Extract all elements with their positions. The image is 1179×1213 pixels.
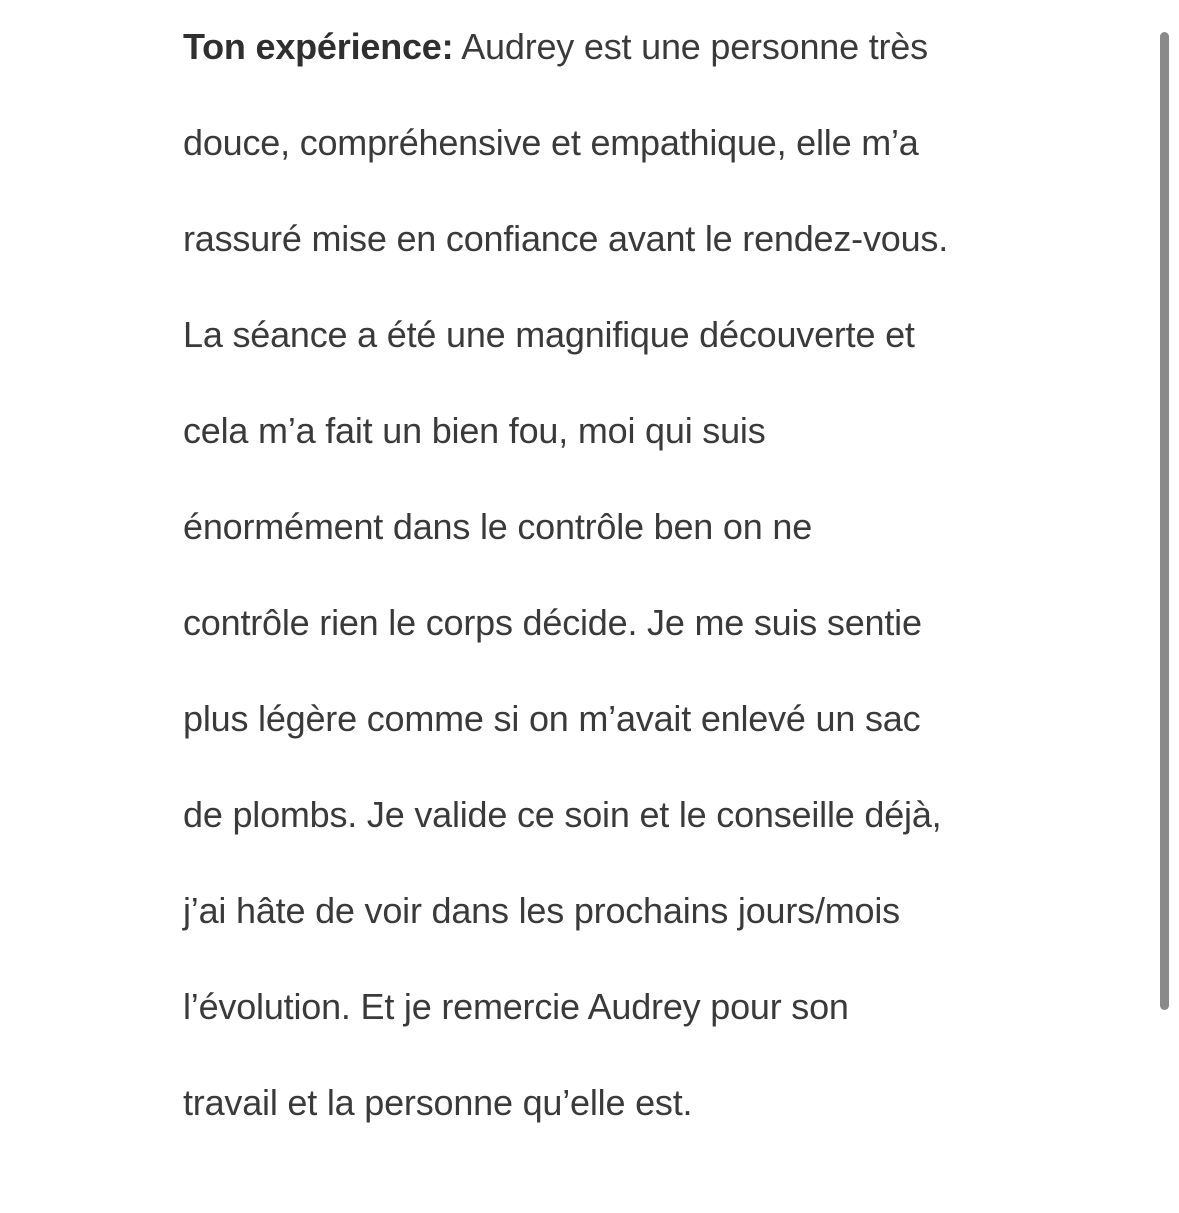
review-line: plus légère comme si on m’avait enlevé un sac (183, 698, 921, 739)
review-line-text: Audrey est une personne très (453, 26, 928, 67)
review-line: cela m’a fait un bien fou, moi qui suis (183, 410, 766, 451)
review-text-block (183, 18, 1023, 1170)
review-line (183, 18, 1023, 114)
review-line: de plombs. Je valide ce soin et le conseille déjà, (183, 794, 942, 835)
review-line: douce, compréhensive et empathique, elle m’a (183, 122, 919, 163)
review-line: j’ai hâte de voir dans les prochains jours/mois (183, 890, 900, 931)
experience-label: Ton expérience: (183, 26, 454, 67)
review-line: contrôle rien le corps décide. Je me suis sentie (183, 602, 922, 643)
review-line: La séance a été une magnifique découverte et (183, 314, 915, 355)
review-line: travail et la personne qu’elle est. (183, 1082, 693, 1123)
review-line: énormément dans le contrôle ben on ne (183, 506, 813, 547)
review-line: l’évolution. Et je remercie Audrey pour son (183, 986, 849, 1027)
review-line: rassuré mise en confiance avant le rendez-vous. (183, 218, 949, 259)
vertical-scrollbar[interactable] (1160, 32, 1169, 1010)
